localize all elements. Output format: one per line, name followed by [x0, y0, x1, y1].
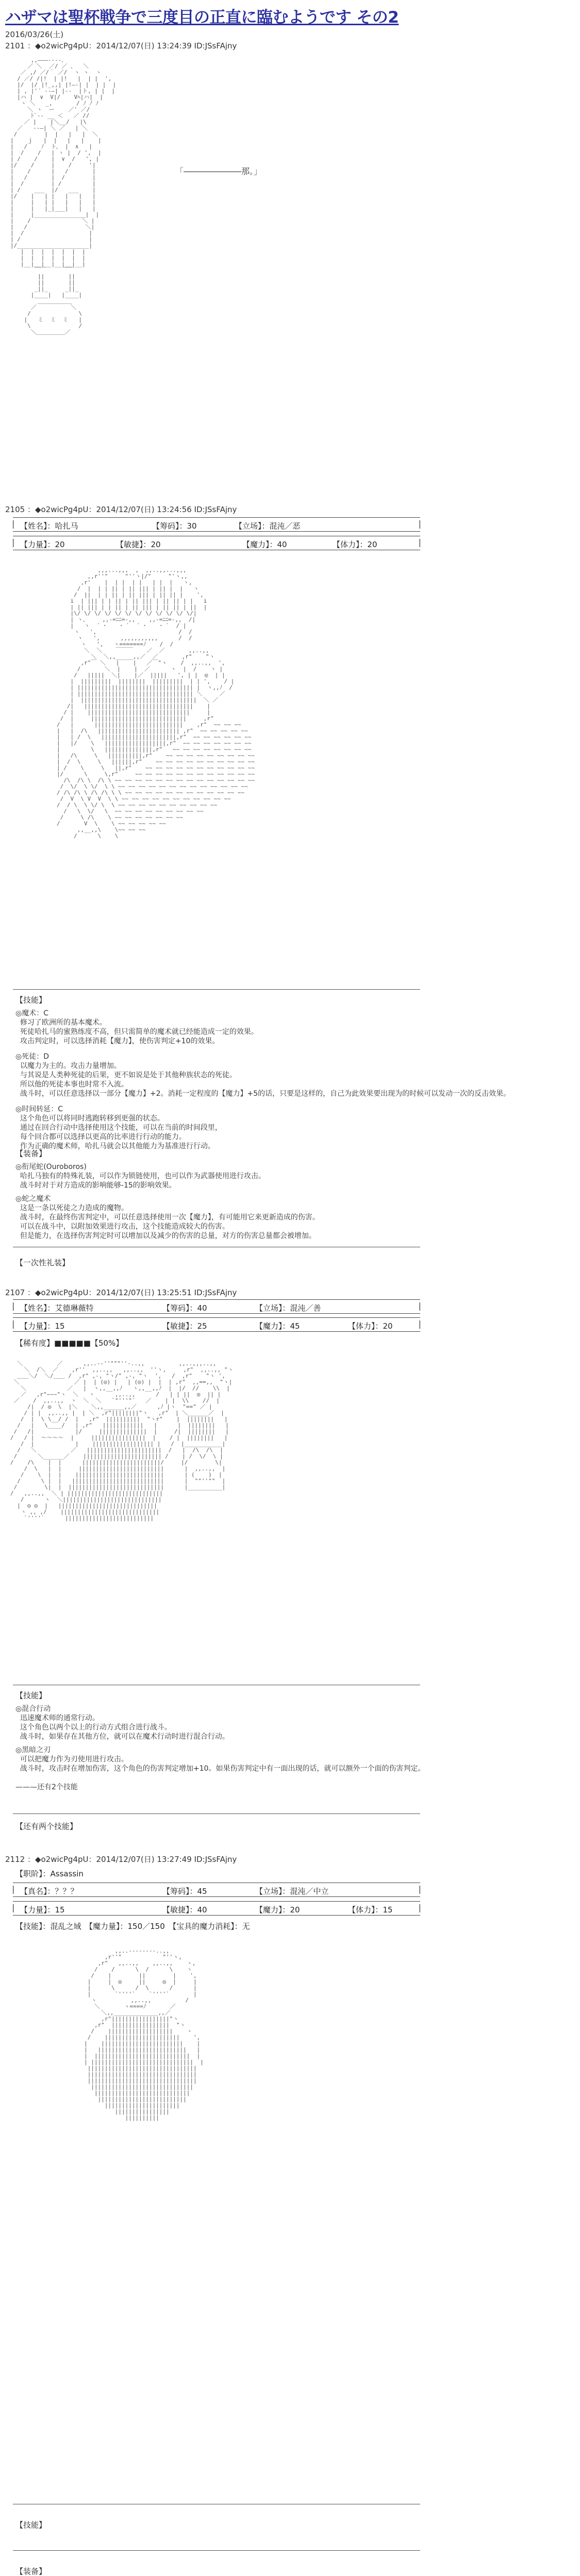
char2-align: 【立场】：混沌／善 [255, 1303, 321, 1313]
char3-hp: 【体力】：15 [348, 1905, 393, 1914]
skill-time-delay: ◎时间转延：C 这个角色可以将同时逃跑转移到更强的状态。 通过在回合行动中选择使用这个技能，可以在当前的时间段里， 每个回合都可以选择以更高的比率进行行动的能力。 作为正确的魔术师，哈扎马就会以其他能力为基准进行行动。 [15, 1105, 222, 1150]
char2-class: 【筹码】：40 [162, 1303, 207, 1313]
stat-box-bottom [13, 536, 420, 550]
post-date: 2016/03/26(土) [5, 30, 64, 39]
char1-str: | 【力量】：20 [20, 540, 65, 549]
ascii-art-hazama: ,,―――‐‐--､ ／ ＼ ／/ ／ 、 ＼ ／ ,/ ／/｀ ／/ ヽ ヽ ヽ / ／/ /|! | |! | | | ', |/ |/ |!_,,| |!―-| | | | | | , |'´ ‐-―| |-‐ |ト, | | | |ハ | ∨ V|/ Vﾍ|ハ| | ヽ ＼ _, / ﾉ ﾉ ﾉ ＼ ヽ ー ／' ／/ ﾄ`‐- __ ＜ ／ // ／ | |＼__/ |\ ／ ‐-―| ＼ ／ | ＼ / | | | | ＼ | ｊ | | | | | | / ﾉ ト、 | ∧ | | / / | ヽ | / ', | | / / | ∨ / ', | |/ / | / '| | / | / | | / | / | | / | / | | / ___ |/ ___ | |/ | | | | | | | | | | | | | | | |_|___| | | | |_______________| | | / ＼ | | / ＼| | / | | / | |/_____________________| | | | | | | | | | | | | | | |__|__|__|__|__|__| ￣￣ ￣￣ || || || || _||_ _||_ |____| |____| ＿＿＿＿＿＿ ／ ＼ / \ | ミ ミ ミ | \ / ＼＿＿＿＿＿／ [10, 57, 117, 335]
remaining-skills: 【还有两个技能】 [15, 1822, 78, 1831]
stat-box-bottom [13, 1317, 420, 1332]
char1-align: 【立场】：混沌／恶 [235, 521, 301, 531]
stat-box-top [13, 1299, 420, 1314]
divider [13, 989, 420, 990]
one-time-mystic-code: 【一次性礼装】 [15, 1258, 70, 1267]
skill-mixed-action: ◎混合行动 迅速魔术师的通常行动。 这个角色以两个以上的行动方式组合进行战斗。 战斗时，如果存在其他方位，就可以在魔术行动时进行混合行动。 [15, 1705, 229, 1741]
char1-class: 【筹码】：30 [152, 521, 197, 531]
char2-mag: 【魔力】：45 [255, 1321, 300, 1331]
divider [13, 2550, 420, 2551]
char2-agi: 【敏捷】：25 [162, 1321, 207, 1331]
post-header: 2105 ：◆o2wicPg4pU：2014/12/07(日) 13:24:56 ID:JSsFAjny [5, 505, 237, 514]
servant-class: 【职阶】：Assassin [15, 1869, 84, 1878]
skills-heading: 【技能】 [15, 995, 47, 1005]
char3-align: 【立场】：混沌／中立 [255, 1887, 329, 1896]
stat-box-top [13, 517, 420, 532]
equip-snake-magic: ◎蛇之魔术 这是一条以死徒之力造成的魔物。 战斗时，在最终伤害判定中，可以任意选择使用一次【魔力】，有可能用它来更新造成的伤害。 可以在战斗中，以附加效果进行攻击，这个技能造成较大的伤害。 但是能力，在选择伤害判定时可以增加以及减少的伤害的总量，对方的伤害总量都会被增加。 [15, 1195, 320, 1240]
post-header: 2107 ：◆o2wicPg4pU：2014/12/07(日) 13:25:51 ID:JSsFAjny [5, 1288, 237, 1297]
char3-str: | 【力量】：15 [20, 1905, 65, 1914]
post-header: 2112 ：◆o2wicPg4pU：2014/12/07(日) 13:27:49 ID:JSsFAjny [5, 1855, 237, 1864]
thread-title[interactable]: ハザマは聖杯戦争で三度目の正直に臨むようです その2 [5, 8, 399, 27]
char1-mag: 【魔力】：40 [242, 540, 287, 549]
char3-mag: 【魔力】：20 [255, 1905, 300, 1914]
char1-name: | 【姓名】：哈扎马 [20, 521, 78, 531]
char3-name: | 【真名】：？？？ [20, 1887, 78, 1896]
skills-heading: 【技能】 [15, 2520, 47, 2530]
char2-name: | 【姓名】：艾德琳薇特 [20, 1303, 94, 1313]
char2-str: | 【力量】：15 [20, 1321, 65, 1331]
char3-extra-info: 【技能】：混乱之域 【魔力量】：150／150 【宝具的魔力消耗】：无 [15, 1922, 250, 1931]
skill-dead-apostle: ◎死徒：D 以魔力为主的。攻击力量增加。 与其说是人类种死徒的后果，更不如说是处于其他种族状态的死徒。 所以他的死徒本事也时常不入流。 战斗时，可以任意选择以一部分【魔力】+2。消耗一定程度的【魔力】+5的话，只要是这样的，自己为此效果要出现为的时候可以发动一次的反击效果。 [15, 1053, 511, 1098]
ascii-art-battle: ＼ ／ ,,..-‐''"""''‐..,, ,,..,,,..,, ＼ /＼ ／ ,r'' ,,..,, ,,..,, ''ヽ, ,r" ,,..,, "ヽ ＿＿＼/ ＼/＿＿ / ,r" ,-, "ヽ/" ,-, "ヽ ', / ,r" "ヽ ', ＼ ／ | | (◎) | | (◎) | | | ,r" ,,==,, "ヽ| ＼ ／ | ヽ,,__,,ﾉ ヽ,,__,,ﾉ | |/ // \\ | ／ ,r"~~~"ヽ ＼ ヽ ,,..,, / | | || ◎ || | ／ / ,,..,, ヽ ＼ ＼ `"'''"` ／ | | \\ // | /| / ◎ \ |＼ ＼,,______,,／ ,ﾉ |ヽ "==" ／ | / | | ,,..,, | | ＼ ,r"||||||||"ヽ ,r" | ＼______／ | / | \ \__/ / | ,r" |||||||||| "ヽr" | |||||||| | / | \____/ | ,r" |||||||||||| | | |||||||| | / /| |/ |||||||||||||| | /| |||||||| | / / | ～～～～ | |||||||||||||||| | / | |||||||| | / | | |||||||||||||||||| | / |___________| / ＼ ／ |||||||||||||||||||||| / | /\ /\ | / ＼______／ ||||||||||||||||||||||| / | / \/ \ | / /\ | | |||||||||||||||||||||||/ |/ \| / \ | | ||||||||||||||||||||||||| | ,,..,, | / \ | | |||||||||||||||||||||||||| | ( ) | / \ | | ||||||||||||||||||||||||||| | ""''"" | / \| | |||||||||||||||||||||||||||| |__________| / ,,..,, ＼ | |||||||||||||||||||||||||||| / ヽ ＼||||||||||||||||||||||||||||| | ◎ ◎ | ||||||||||||||||||||||||||||| ヽ ,, ,/ ||||||||||||||||||||||||||||| `''''` |||||||||||||||||||||||||| [10, 1361, 234, 1521]
skill-dark-blade: ◎黑暗之刃 可以把魔力作为刃使用进行攻击。 战斗时，攻击时在增加伤害，这个角色的伤害判定增加+10。如果伤害判定中有一面出现的话，就可以额外一个面的伤害判定。 [15, 1746, 425, 1773]
speech-line: 「―――――――那。」 [175, 166, 262, 176]
stat-box-bottom [13, 1901, 420, 1916]
ascii-art-hazama-snake: ,,,...,,, , ,,..,,...,,, ,,r''" "''ヽ|/" "'ヽ,, ,r' | | | | | | | | ヽ, / | | | || | || ||| | || | | ヽ / || | | || | || ||| | || || | ', i | ||| | | || | || ||| | || || | | i | || ||| | | || | || ||| | || || | || | |\/ \/ \/ \/ \/ \/ \/ \/ \/ \/ \/ \/| | ヽ、 ,,-=ﾆﾆ=-,, ,,-=ﾆﾆ=-,, /| | ヽ ´ ･ ･ ` ´ ･ ･ ` / | ヽ ', / / ヽ ', ,,,,,,,,,,, / / ヽ ', ヽ=======ﾉ / / ＼ ＼ ￣￣￣ ／ ／ ,,..,, ＼ ＼,,_____,,／ ／ ,r" "ヽ ,r"￣ ＼ | | ／￣"ヽ / ,,..,, ', / ＼ | | ／ ヽ | / ヽ | / ||||| ＼| |／ ||||| ', | | ◎ | | | ||||||||| |||||||| ||||||||| | | ', / | | |||||||||||||||||||||||||||||||||| | ヽ,,ﾉ / | |||||||||||||||||||||||||||||||||| ＼ ／ | |||||||||||||||||||||||||||||||||| ＼ ／ /| |||||||||||||||||||||||||||||||| | / | |||||||||||||||||||||||||||||| | / | |||||||||||||||||||||||||||| ,r" / | |||||||||||||||||||||||||| ,r" ~~ ~~ ~~ | | /\ |||||||||||||||||||||||| ,r" ~~ ~~ ~~ ~~ ~~ | | / \ ||||||||||||||||||||||,r" ~~ ~~ ~~ ~~ ~~ ~~ | |/ \ ||||||||||||||||||,r" ~~ ~~ ~~ ~~ ~~ ~~ ~~ | \ ||||||||||||||,r" ~~ ~~ ~~ ~~ ~~ ~~ ~~ ~~ | /\ \ ||||||||||,r" ~~ ~~ ~~ ~~ ~~ ~~ ~~ ~~ ~~ | / \ \ ||||||,r" ~~ ~~ ~~ ~~ ~~ ~~ ~~ ~~ ~~ ~~ | / \ \ ||,r" ~~ ~~ ~~ ~~ ~~ ~~ ~~ ~~ ~~ ~~ ~~ |/ \ \,r" ~~ ~~ ~~ ~~ ~~ ~~ ~~ ~~ ~~ ~~ ~~ ~~ /\ /\ \ /\ \ ~~ ~~ ~~ ~~ ~~ ~~ ~~ ~~ ~~ ~~ ~~ ~~ ~~ ~~ / \/ \ \/ \ \ ~~ ~~ ~~ ~~ ~~ ~~ ~~ ~~ ~~ ~~ ~~ ~~ ~~ / /\ /\ \ /\ /\ \ \ ~~ ~~ ~~ ~~ ~~ ~~ ~~ ~~ ~~ ~~ ~~ ~~ / V \ V V \ \ ~~ ~~ ~~ ~~ ~~ ~~ ~~ ~~ ~~ ~~ ~~ / / \ \ \/ \ \ ~~ ~~ ~~ ~~ ~~ ~~ ~~ ~~ ~~ ~~ / \ \/ \ ~~ ~~ ~~ ~~ ~~ ~~ ~~ ~~ ~~ / \ /\ \ ~~ ~~ ~~ ~~ ~~ ~~ ~~ / V \ \ ~~ ~~ ~~ ~~ ~~ ,,__,,\ \~~ ~~ ~~ / \ \ [57, 567, 255, 839]
char3-agi: 【敏捷】：40 [162, 1905, 207, 1914]
char2-hp: 【体力】：20 [348, 1321, 393, 1331]
stage-bar: 【稀有度】■■■■■【50%】 [15, 1338, 124, 1348]
char1-agi: 【敏捷】：20 [116, 540, 161, 549]
skill-magecraft: ◎魔术：C 修习了欧洲所的基本魔术。 死徒哈扎马的蜜熟练度不高，但只需简单的魔术就已经能造成一定的效果。 攻击判定时，可以选择消耗【魔力】，使伤害判定+10的效果。 [15, 1009, 258, 1045]
equip-heading: 【装备】 [15, 1149, 47, 1158]
char3-class: 【筹码】：45 [162, 1887, 207, 1896]
more-skills-note: ———还有2个技能 [15, 1783, 78, 1791]
stat-box-top [13, 1883, 420, 1897]
ascii-art-assassin: ,,..---‐‐---..,, ,r''" "''ヽ, ,r" ,,..,, ,,..,, ヽ, / / \ / \ ヽ / | || | ', | | ◎ || ◎ | | | \ / \ / | | `''''` `''''` | ヽ ,,..,, / ＼ ヽ====ﾉ ／ ＼,,_____________,,／ ,r"|||||||||||||||||"ヽ ,r" ||||||||||||||||| "ヽ / ||||||||||||||||||| ヽ / |||||||||||||||||||||| ', | |||||||||||||||||||||||| | | |||||||||||||||||||||||||| | | |||||||||||||||||||||||||||| | | |||||||||||||||||||||||||||||| | |||||||||||||||||||||||||||||||| |||||||||||||||||||||||||||||||| |||||||||||||||||||||||||||||||| |||||||||||||||||||||||||||||| |||||||||||||||||||||||||||| |||||||||||||||||||||||||| |||||||||||||||||||||| |||||||||||||||| |||||||||| [84, 1948, 204, 2121]
equip-heading: 【装备】 [15, 2567, 47, 2576]
post-header: 2101 ：◆o2wicPg4pU：2014/12/07(日) 13:24:39 ID:JSsFAjny [5, 41, 237, 50]
equip-ouroboros: ◎衔尾蛇(Ouroboros) 哈扎马独有的特殊礼装，可以作为锁链使用，也可以作为武器使用进行攻击。 战斗时对于对方造成的影响能够-15的影响效果。 [15, 1163, 266, 1190]
char1-hp: 【体力】：20 [333, 540, 377, 549]
skills-heading: 【技能】 [15, 1691, 47, 1700]
